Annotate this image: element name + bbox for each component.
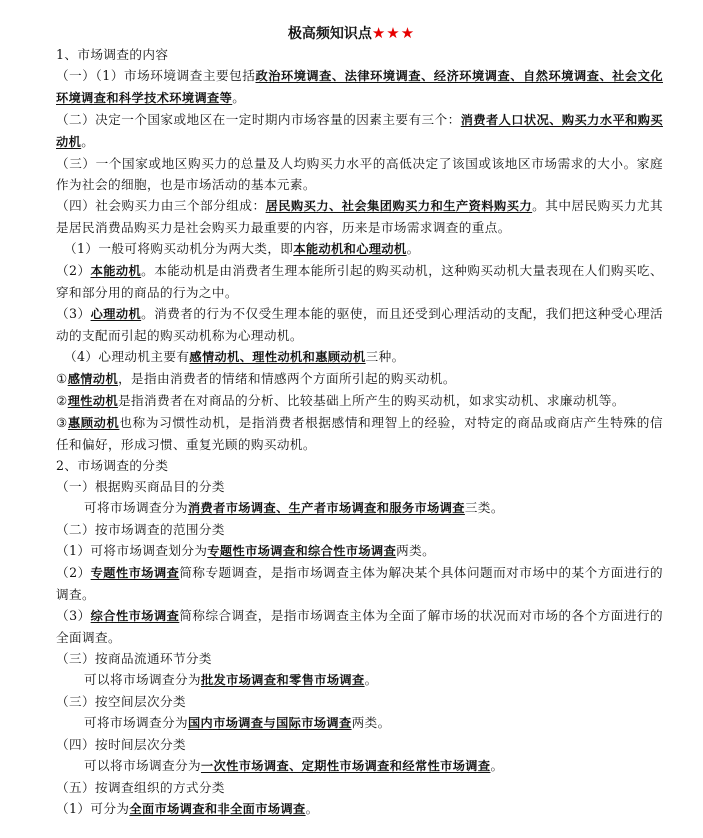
text-run: （一）（1）市场环境调查主要包括	[56, 68, 256, 83]
text-run: 。	[406, 241, 420, 256]
emphasized-text: 国内市场调查与国际市场调查	[187, 716, 352, 730]
paragraph-line	[0, 712, 703, 734]
paragraph-line	[0, 368, 703, 390]
paragraph-line	[0, 691, 703, 712]
text-run: ③	[56, 415, 68, 430]
text-run: 。	[364, 672, 378, 687]
text-run: ①	[56, 371, 68, 386]
text-run: ，是指由消费者的情绪和情感两个方面所引起的购买动机。	[118, 371, 456, 386]
emphasized-text: 本能动机	[90, 264, 142, 278]
text-run: 两类。	[396, 543, 436, 558]
paragraph-line	[0, 605, 703, 648]
emphasized-text: 居民购买力、社会集团购买力和生产资料购买力	[265, 199, 533, 213]
emphasized-text: 本能动机和心理动机	[293, 242, 407, 256]
paragraph-line	[0, 195, 703, 238]
text-run: 可将市场调查分为	[84, 715, 188, 730]
text-run: 三类。	[464, 500, 504, 515]
paragraph-line	[0, 303, 703, 346]
text-run: 可以将市场调查分为	[84, 672, 201, 687]
paragraph-line	[0, 734, 703, 755]
text-run: （二）按市场调查的范围分类	[56, 522, 225, 537]
text-run: （1）可将市场调查划分为	[56, 543, 208, 558]
paragraph-line	[0, 412, 703, 455]
text-run: （三）按空间层次分类	[56, 694, 186, 709]
text-run: 1、市场调查的内容	[56, 47, 169, 62]
title-text: 极高频知识点	[287, 26, 372, 42]
text-run: 2、市场调查的分类	[56, 458, 169, 473]
text-run: （四）按时间层次分类	[56, 737, 186, 752]
emphasized-text: 全面市场调查和非全面市场调查	[129, 802, 306, 816]
paragraph-line	[0, 476, 703, 497]
paragraph-line	[0, 65, 703, 109]
text-run: 简称专题调查，是指市场调查主体为解决某个具体问题而对市场中的某个方面进行的调查。	[56, 565, 663, 602]
text-run: （3）	[56, 608, 91, 623]
emphasized-text: 政治环境调查、法律环境调查、经济环境调查、自然环境调查、社会文化环境调查和科学技术环境调查等	[56, 69, 663, 105]
star-rating: ★★★	[371, 24, 416, 42]
text-run: （三）按商品流通环节分类	[56, 651, 212, 666]
text-run: 是指消费者在对商品的分析、比较基础上所产生的购买动机，如求实动机、求廉动机等。	[118, 393, 625, 408]
text-run: ②	[56, 393, 68, 408]
paragraph-line	[0, 648, 703, 669]
emphasized-text: 消费者市场调查、生产者市场调查和服务市场调查	[187, 501, 465, 515]
text-run: （二）决定一个国家或地区在一定时期内市场容量的因素主要有三个：	[56, 112, 461, 127]
paragraph-line	[0, 455, 703, 476]
emphasized-text: 一次性市场调查、定期性市场调查和经常性市场调查	[200, 759, 491, 773]
emphasized-text: 批发市场调查和零售市场调查	[200, 673, 365, 687]
paragraph-line	[0, 562, 703, 605]
text-run: （五）按调查组织的方式分类	[56, 780, 225, 795]
emphasized-text: 消费者人口状况、购买力水平和购买动机	[56, 113, 663, 149]
paragraph-line	[0, 238, 703, 260]
text-run: （1）可分为	[56, 801, 130, 816]
text-run: 。	[305, 801, 319, 816]
document-body	[0, 44, 703, 820]
emphasized-text: 理性动机	[67, 394, 119, 408]
paragraph-line	[0, 44, 703, 65]
text-run: 可将市场调查分为	[84, 500, 188, 515]
text-run: 。本能动机是由消费者生理本能所引起的购买动机，这种购买动机大量表现在人们购买吃、穿和部分用的商品的行为之中。	[56, 263, 663, 300]
paragraph-line	[0, 798, 703, 820]
text-run: 。	[490, 758, 504, 773]
text-run: （2）	[56, 263, 91, 278]
text-run: 也称为习惯性动机，是指消费者根据感情和理智上的经验，对特定的商品或商店产生特殊的信任和偏好，形成习惯、重复光顾的购买动机。	[56, 415, 663, 452]
text-run: 。	[232, 90, 246, 105]
paragraph-line	[0, 346, 703, 368]
text-run: 。消费者的行为不仅受生理本能的驱使，而且还受到心理活动的支配，我们把这种受心理活动的支配而引起的购买动机称为心理动机。	[56, 306, 663, 343]
emphasized-text: 专题性市场调查	[90, 566, 180, 580]
text-run: （三）一个国家或地区购买力的总量及人均购买力水平的高低决定了该国或该地区市场需求的大小。家庭作为社会的细胞，也是市场活动的基本元素。	[56, 156, 663, 192]
emphasized-text: 惠顾动机	[67, 416, 120, 430]
text-run: 。	[81, 134, 95, 149]
emphasized-text: 心理动机	[90, 307, 142, 321]
text-run: （一）根据购买商品目的分类	[56, 479, 225, 494]
text-run: （1）一般可将购买动机分为两大类，即	[64, 241, 294, 256]
text-run: 两类。	[351, 715, 391, 730]
text-run: （2）	[56, 565, 91, 580]
paragraph-line	[0, 755, 703, 777]
text-run: 。其中居民购买力尤其是居民消费品购买力是社会购买力最重要的内容，历来是市场需求调查的重点。	[56, 198, 664, 235]
paragraph-line	[0, 497, 703, 519]
text-run: 三种。	[365, 349, 405, 364]
emphasized-text: 综合性市场调查	[90, 609, 180, 623]
emphasized-text: 专题性市场调查和综合性市场调查	[207, 544, 397, 558]
text-run: （4）心理动机主要有	[64, 349, 190, 364]
emphasized-text: 感情动机	[67, 372, 119, 386]
emphasized-text: 感情动机、理性动机和惠顾动机	[189, 350, 366, 364]
paragraph-line	[0, 260, 703, 303]
paragraph-line	[0, 109, 703, 153]
text-run: （3）	[56, 306, 91, 321]
page-title	[0, 22, 703, 44]
paragraph-line	[0, 669, 703, 691]
paragraph-line	[0, 540, 703, 562]
paragraph-line	[0, 153, 703, 195]
paragraph-line	[0, 777, 703, 798]
text-run: （四）社会购买力由三个部分组成：	[56, 198, 266, 213]
text-run: 简称综合调查，是指市场调查主体为全面了解市场的状况而对市场的各个方面进行的全面调查。	[56, 608, 663, 645]
paragraph-line	[0, 390, 703, 412]
paragraph-line	[0, 519, 703, 540]
text-run: 可以将市场调查分为	[84, 758, 201, 773]
